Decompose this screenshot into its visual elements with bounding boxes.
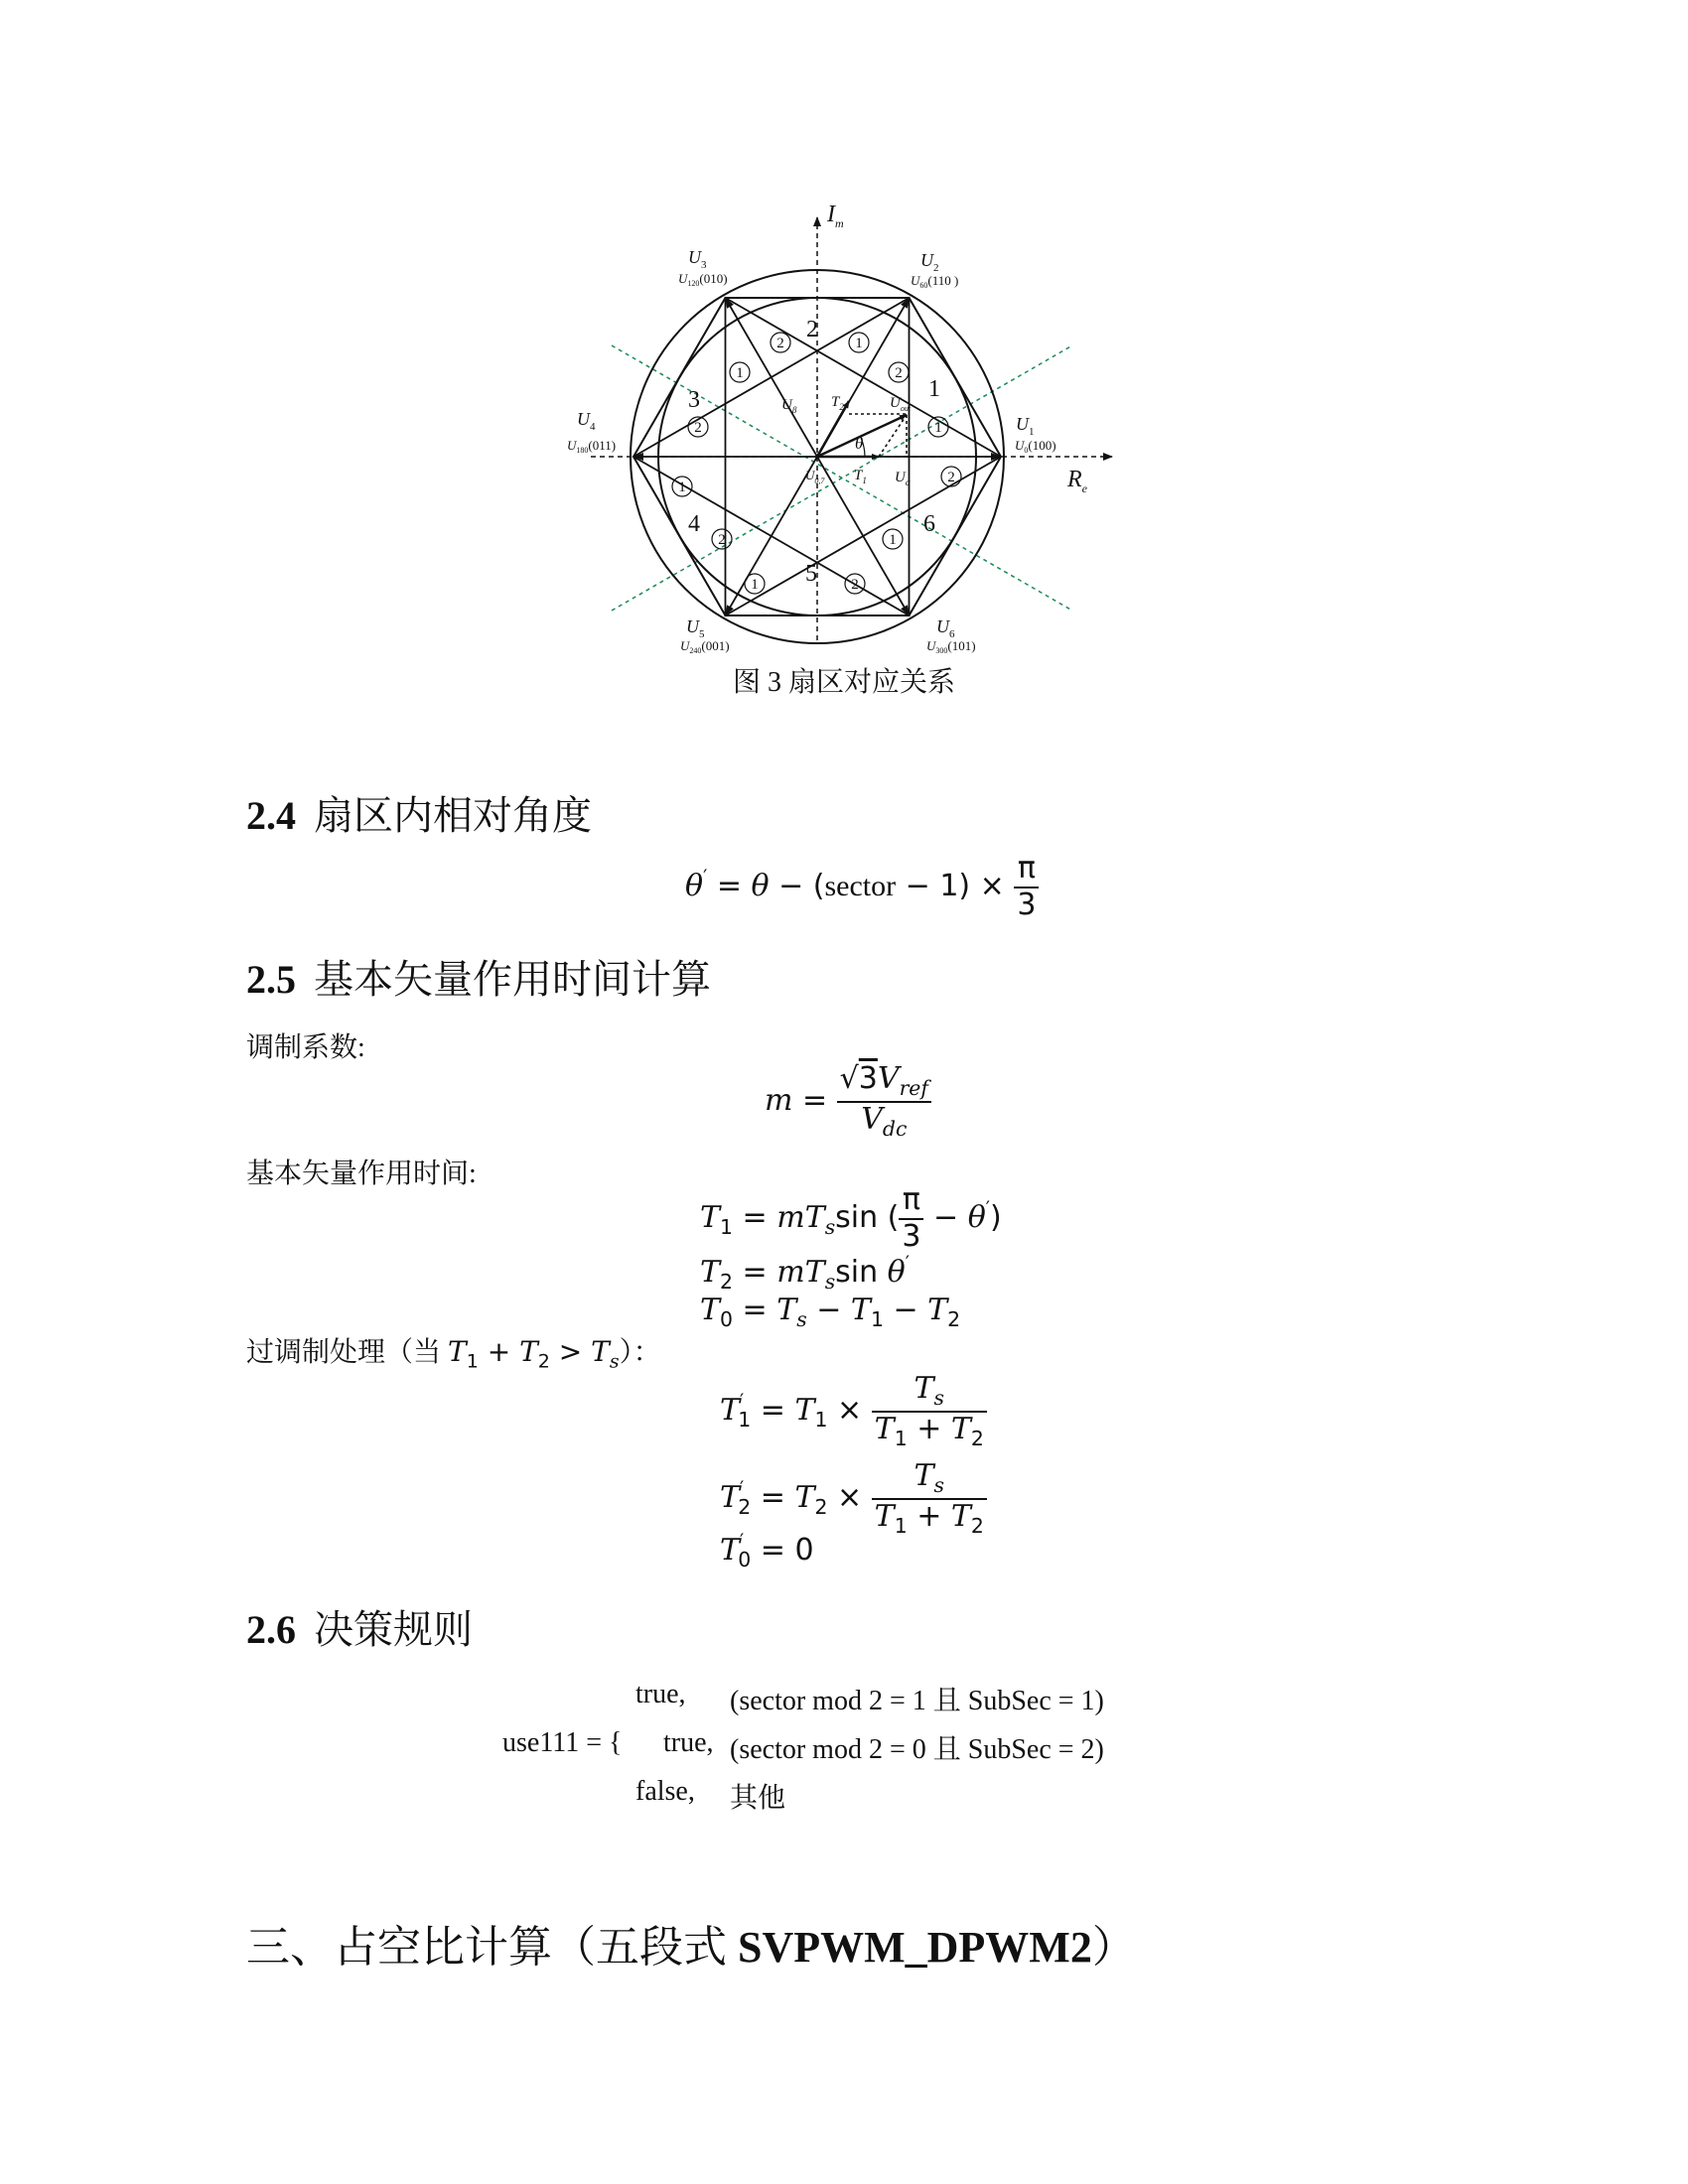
rule-row-2-condition: (sector mod 2 = 0 且 SubSec = 2) bbox=[730, 1734, 1104, 1765]
svg-text:2: 2 bbox=[851, 577, 859, 593]
label-modulation: 调制系数: bbox=[246, 1032, 365, 1063]
axis-im-label: $I_m$ bbox=[827, 202, 844, 230]
subsector-marker-2 bbox=[845, 574, 865, 594]
equation-t0: $T_0 = T_s - T_1 - T_2$ bbox=[700, 1293, 961, 1332]
equation-theta-prime: θ′ = θ − (sector − 1) × $\frac{\pi}{3}$ bbox=[685, 852, 1039, 922]
sector-number-6: 6 bbox=[923, 511, 935, 537]
t2-label: $T_2$ bbox=[831, 394, 844, 412]
svg-text:1: 1 bbox=[889, 532, 897, 548]
theta-label: θ bbox=[855, 434, 864, 453]
subsector-marker-2 bbox=[941, 467, 961, 486]
sector-diagram bbox=[567, 202, 1117, 655]
heading-2-6: 2.6 决策规则 bbox=[246, 1607, 473, 1652]
rule-row-2-value: true, bbox=[663, 1727, 714, 1758]
svg-text:2: 2 bbox=[895, 365, 903, 381]
equation-t2: $T_2 = mT_s\sin$ θ′ bbox=[700, 1253, 910, 1295]
subsector-marker-1 bbox=[730, 362, 750, 382]
equation-modulation-index: m = $\frac{√3V_{ref}}{V_{dc}}$ bbox=[765, 1062, 931, 1141]
vector-code-u2: $U_{60}(110$ ) bbox=[911, 273, 959, 290]
figure-caption: 图 3 扇区对应关系 bbox=[732, 667, 955, 698]
t1-label: $T_1$ bbox=[854, 468, 867, 485]
equation-t2-prime: $T'_2 = T_2$ × $\frac{T_s}{T_1 + T_2}$ bbox=[720, 1459, 987, 1538]
svg-text:1: 1 bbox=[678, 479, 686, 495]
heading-2-5: 2.5 基本矢量作用时间计算 bbox=[246, 957, 711, 1002]
svg-text:2: 2 bbox=[694, 420, 702, 436]
rule-row-3-condition: 其他 bbox=[730, 1783, 786, 1814]
subsector-marker-2 bbox=[688, 417, 708, 437]
rule-row-3-value: false, bbox=[635, 1776, 695, 1807]
svg-text:2: 2 bbox=[776, 336, 784, 351]
heading-2-4: 2.4 扇区内相对角度 bbox=[246, 793, 592, 838]
vector-code-u6: $U_{300}(101)$ bbox=[926, 638, 976, 655]
sector-number-3: 3 bbox=[688, 387, 700, 413]
svg-text:1: 1 bbox=[855, 336, 863, 351]
rule-row-1-value: true, bbox=[635, 1679, 686, 1709]
subsector-marker-1 bbox=[745, 574, 765, 594]
vector-code-u1: $U_0(100)$ bbox=[1015, 438, 1056, 455]
equation-t1-prime: $T'_1 = T_1$ × $\frac{T_s}{T_1 + T_2}$ bbox=[720, 1372, 987, 1450]
svg-text:1: 1 bbox=[736, 365, 744, 381]
vector-code-u4: $U_{180}(011)$ bbox=[567, 438, 617, 455]
label-basic-times: 基本矢量作用时间: bbox=[246, 1159, 477, 1189]
vector-label-u2: $U_2$ bbox=[920, 250, 939, 274]
u-out-label: $U_{out}$ bbox=[890, 395, 912, 413]
subsector-marker-2 bbox=[771, 333, 790, 352]
vector-label-u3: $U_3$ bbox=[688, 247, 707, 271]
vector-label-u4: $U_4$ bbox=[577, 409, 596, 433]
vector-code-u3: $U_{120}(010)$ bbox=[678, 271, 728, 288]
subsector-marker-1 bbox=[849, 333, 869, 352]
subsector-marker-1 bbox=[883, 529, 903, 549]
axis-re-label: $R_e$ bbox=[1067, 467, 1087, 495]
svg-text:1: 1 bbox=[751, 577, 759, 593]
heading-section-3: 三、占空比计算（五段式 SVPWM_DPWM2） bbox=[246, 1923, 1136, 1972]
svg-text:1: 1 bbox=[934, 420, 942, 436]
vector-label-u6: $U_6$ bbox=[936, 616, 955, 640]
svg-text:2: 2 bbox=[947, 470, 955, 485]
subsector-marker-2 bbox=[712, 529, 732, 549]
vector-code-u5: $U_{240}(001)$ bbox=[680, 638, 730, 655]
sector-number-2: 2 bbox=[806, 317, 818, 342]
u07-label: $U_{0,7}$ bbox=[805, 468, 825, 485]
equation-t1: $T_1 = mT_s\sin$ ( $\frac{\pi}{3}$ − θ′) bbox=[700, 1182, 1002, 1254]
equation-t0-prime: $T'_0 = 0$ bbox=[720, 1531, 814, 1572]
u-beta-label: $U_\beta$ bbox=[781, 397, 797, 415]
subsector-marker-1 bbox=[672, 477, 692, 496]
sector-number-4: 4 bbox=[688, 511, 700, 537]
vector-label-u5: $U_5$ bbox=[686, 616, 705, 640]
vector-label-u1: $U_1$ bbox=[1016, 414, 1035, 438]
label-overmodulation: 过调制处理（当 $T_1 + T_2 > T_s$）： bbox=[246, 1335, 661, 1373]
rule-row-1-condition: (sector mod 2 = 1 且 SubSec = 1) bbox=[730, 1686, 1104, 1716]
svg-text:2: 2 bbox=[718, 532, 726, 548]
sector-number-1: 1 bbox=[928, 376, 940, 402]
sector-number-5: 5 bbox=[805, 561, 817, 587]
u-alpha-label: $U_\alpha$ bbox=[895, 470, 911, 487]
subsector-marker-2 bbox=[889, 362, 909, 382]
use111-lhs: use111 = { bbox=[502, 1727, 623, 1758]
